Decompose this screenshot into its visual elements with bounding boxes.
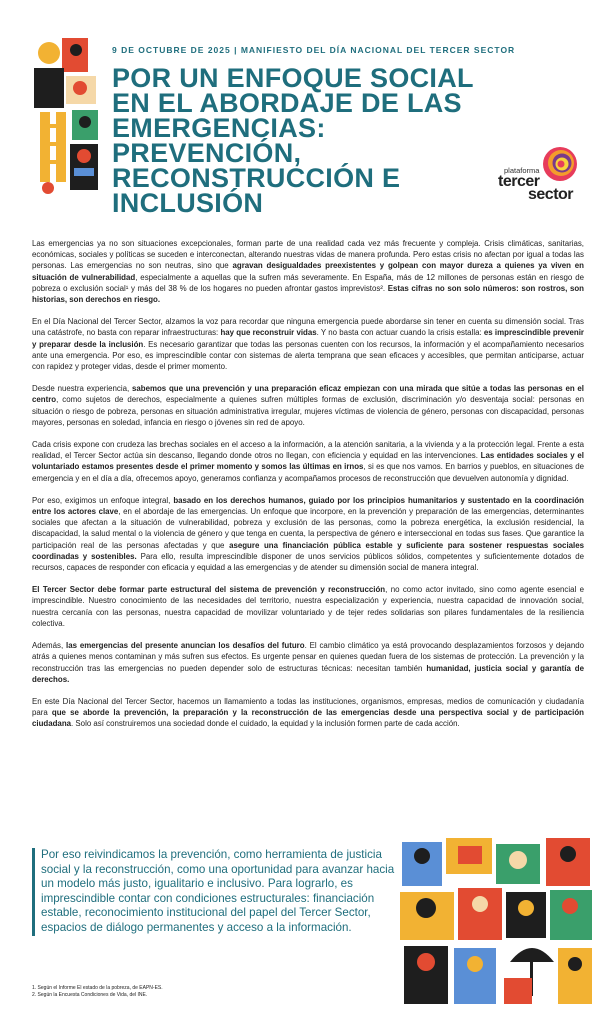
text-span: Las emergencias ya no son situaciones excepcionales, forman parte de una realidad cada vez más frecuente y compleja. Crisis climáticas, sanitarias, económicas, sociales y políticas se suceden e interconectan, alterando nuestras vidas de manera profunda. Pero estas crisis no afectan por igual a todas las personas. Las emergencias no son neutras, sino que <box>32 239 584 271</box>
text-span: Cada crisis expone con crudeza las brechas sociales en el acceso a la información, a la atención sanitaria, a la vivienda y a la protección legal. Frente a esta realidad, el Tercer Sector actúa sin descanso, llegando donde otros no llegan, con eficiencia y equidad en las intervenciones. <box>32 440 584 461</box>
text-span: , como sujetos de derechos, especialmente a quienes sufren múltiples formas de exclusión, discriminación y/o desventaja social: personas en situación o riesgo de pobreza, personas en situación administrativa irregular, mujeres víctimas de violencia de género, personas con discapacidad, personas mayores, personas en soledad, infancia en riesgo o jóvenes sin red de apoyo. <box>32 395 584 427</box>
bold-text-span: hay que reconstruir vidas <box>220 328 317 338</box>
body-paragraph <box>32 238 584 305</box>
body-paragraph <box>32 640 584 685</box>
text-span: Además, <box>32 641 66 651</box>
logo-line-sector: sector <box>528 186 574 203</box>
logo-line-tercer: tercer <box>498 173 540 190</box>
text-span: . El cambio climático ya está provocando desplazamientos forzosos y dejando atrás a quienes menos contaminan y más sufren sus efectos. Es urgente pensar en quienes quedan fuera de los sistemas de protección. La prevención y la reconstrucción tras las emergencias no pueden depender solo de estructuras técnicas: necesitan también <box>32 641 584 673</box>
text-span: . Y no basta con actuar cuando la crisis estalla: <box>316 328 484 338</box>
body-paragraph <box>32 495 584 573</box>
bold-text-span: humanidad, justicia social y garantía de derechos. <box>32 663 585 684</box>
manifesto-body <box>32 238 584 741</box>
body-paragraph <box>32 383 584 428</box>
plataforma-tercer-sector-logo <box>498 146 584 203</box>
bold-text-span: sabemos que una prevención y una preparación eficaz empiezan con una mirada que sitúe a todas las personas en el centro <box>32 384 585 405</box>
bold-text-span: basado en los derechos humanos, guiado por los principios humanitarios y sustentado en la coordinación entre los actores clave <box>32 495 584 517</box>
body-paragraph <box>32 439 584 484</box>
body-paragraph <box>32 696 584 730</box>
spiral-logo-icon <box>542 146 578 182</box>
bold-text-span: agravan desigualdades preexistentes y golpean con mayor dureza a quienes ya viven en situación de vulnerabilidad <box>32 261 584 282</box>
bold-text-span: Estas cifras no son solo números: son rostros, son historias, son derechos en riesgo. <box>32 283 584 305</box>
logo-line-plataforma: plataforma <box>504 166 540 175</box>
text-span: Por eso, exigimos un enfoque integral, <box>32 495 174 505</box>
footnote-2: 2. Según la Encuesta Condiciones de Vida, del INE. <box>32 992 148 998</box>
date-kicker: 9 DE OCTUBRE DE 2025 | MANIFIESTO DEL DÍA NACIONAL DEL TERCER SECTOR <box>112 45 516 55</box>
footnote-1: 1. Según el Informe El estado de la pobreza, de EAPN-ES. <box>32 985 163 991</box>
text-span: , si es que nos vamos. En barrios y pueblos, en situaciones de emergencia y en el día a día, ofrecemos apoyo, generamos confianza y acompañamos procesos de reconstrucción que devuelven autonomía y dignidad. <box>32 462 584 483</box>
bold-text-span: El Tercer Sector debe formar parte estructural del sistema de prevención y reconstrucción <box>32 585 386 595</box>
text-span: , en el abordaje de las emergencias. Un enfoque que incorpore, en la prevención y preparación de las emergencias, determinantes sociales que afectan a la situación de vulnerabilidad, pobreza y exclusión de las personas, como la pobreza energética, la exclusión residencial, la discapacidad, la salud mental o la violencia de género y que tenga en cuenta, la perspectiva de género e interseccional en todas sus fases. Que garantice la participación real de las personas afectadas y que <box>32 507 584 550</box>
text-span: , no como actor invitado, sino como agente esencial e imprescindible. Nuestro conocimiento de las necesidades del territorio, nuestra especialización y experiencia, nuestra capacidad de innovación social, nuestra cercanía con las personas, nuestra capacidad de movilizar voluntariado y de tejer redes solidarias son pilares fundamentales de la resiliencia colectiva. <box>32 585 585 628</box>
bold-text-span: que se aborde la prevención, la preparación y la reconstrucción de las emergencias desde una perspectiva social y de participación ciudadana <box>32 708 584 729</box>
callout-box: Por eso reivindicamos la prevención, como herramienta de justicia social y la reconstrucción, como una oportunidad para avanzar hacia un modelo más justo, igualitario e inclusivo. Para lograrlo, es imprescindible contar con condiciones estructurales: financiación estable, reconocimiento institucional del papel del Tercer Sector, espacios de diálogo permanentes y acceso a la información. <box>32 848 397 936</box>
top-illustration <box>30 38 102 198</box>
body-paragraph <box>32 584 584 629</box>
text-span: . Es necesario garantizar que todas las personas cuenten con los recursos, la información y el acompañamiento necesarios ante una emergencia. Por eso, es imprescindible contar con sistemas de alerta temprana que sean eficaces y accesibles, que permitan anticiparse, actuar con rapidez y proteger vidas, desde el primer momento. <box>32 339 584 372</box>
text-span: , especialmente a aquellas que la sufren más severamente. En España, más de 12 millones de personas están en riesgo de pobreza o exclusión social¹ y más del 38 % de los hogares no pueden afrontar gastos imprevistos². <box>32 272 584 293</box>
bold-text-span: asegure una financiación pública estable y suficiente para sostener respuestas sociales coordinadas y sostenibles. <box>32 540 584 561</box>
bottom-illustration <box>400 838 592 1006</box>
footnotes <box>32 985 163 999</box>
bold-text-span: las emergencias del presente anuncian los desafíos del futuro <box>66 641 305 651</box>
text-span: En este Día Nacional del Tercer Sector, hacemos un llamamiento a todas las instituciones, organismos, empresas, medios de comunicación y ciudadanía para <box>32 696 584 718</box>
page-title: POR UN ENFOQUE SOCIAL EN EL ABORDAJE DE LAS EMERGENCIAS: PREVENCIÓN, RECONSTRUCCIÓN E INCLUSIÓN <box>112 63 474 218</box>
text-span: Desde nuestra experiencia, <box>32 384 132 394</box>
text-span: . Solo así construiremos una sociedad donde el cuidado, la equidad y la inclusión formen parte de cada acción. <box>71 719 460 729</box>
bold-text-span: es imprescindible prevenir y preparar desde la inclusión <box>32 328 584 349</box>
text-span: En el Día Nacional del Tercer Sector, alzamos la voz para recordar que ninguna emergencia puede abordarse sin tener en cuenta su dimensión social. Tras una catástrofe, no basta con reparar infraestructuras: <box>32 317 584 338</box>
bold-text-span: Las entidades sociales y el voluntariado estamos presentes desde el primer momento y somos las últimas en irnos <box>32 451 584 472</box>
text-span: Para ello, resulta imprescindible disponer de unos servicios públicos sólidos, competentes y suficientemente dotados de recursos, capaces de responder con eficacia y equidad a las emergencias y de atender su dimensión social de manera integral. <box>32 551 584 573</box>
body-paragraph <box>32 316 584 372</box>
